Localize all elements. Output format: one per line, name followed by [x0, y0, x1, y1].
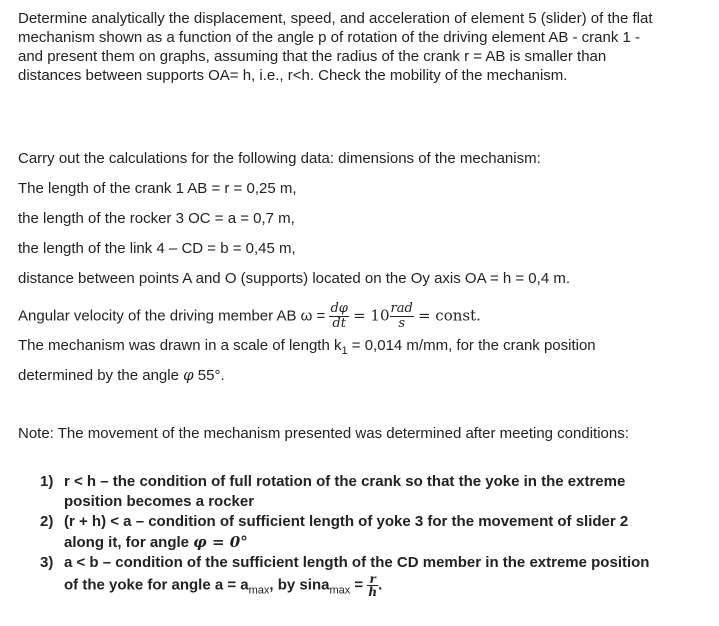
angle-value: 55°. [193, 367, 225, 384]
support-distance-line: distance between points A and O (supports) located on the Oy axis OA = h = 0,4 m. [18, 270, 570, 287]
link-length-line: the length of the link 4 – CD = b = 0,45 m, [18, 240, 296, 257]
max-subscript: max [248, 584, 270, 597]
intro-paragraph: Determine analytically the displacement, speed, and acceleration of element 5 (slider) of the flat mechanism shown as a function of the angle p of rotation of the driving element AB - crank 1 - and present them on graphs, assuming that the radius of the crank r = AB is smaller than distances between supports OA= h, i.e., r<h. Check the mobility of the mechanism. [18, 10, 653, 84]
list-item [40, 472, 660, 512]
angle-line [18, 366, 225, 384]
phi-zero-symbol: φ = 0° [193, 533, 248, 551]
item-text-mid: , by sina [269, 576, 330, 594]
angular-velocity-text: Angular velocity of the driving member AB ω = [18, 307, 326, 325]
unit-denominator: s [398, 316, 405, 331]
scale-subscript: 1 [341, 345, 348, 357]
angle-text: determined by the angle [18, 367, 184, 384]
conditions-list [40, 472, 660, 600]
max-subscript: max [329, 584, 351, 597]
const-label: = const. [417, 306, 481, 325]
fraction-denominator: dt [332, 316, 346, 331]
fraction-numerator: r [367, 573, 378, 586]
crank-length-line: The length of the crank 1 AB = r = 0,25 m, [18, 180, 297, 197]
r-over-h-fraction [367, 573, 378, 598]
item-text: a < b – condition of the sufficient length of the CD member in the extreme position of the yoke for angle a = a [64, 554, 650, 594]
fraction-denominator: h [368, 585, 378, 599]
rad-per-s-fraction [390, 302, 414, 331]
data-intro-line: Carry out the calculations for the following data: dimensions of the mechanism: [18, 150, 541, 167]
list-item [40, 553, 660, 600]
item-text: r < h – the condition of full rotation of the crank so that the yoke in the extreme position becomes a rocker [64, 473, 626, 510]
equals-value: = 10 [353, 306, 390, 325]
item-number: 2) [40, 513, 54, 530]
dphi-dt-fraction [329, 302, 348, 331]
item-number: 3) [40, 554, 54, 571]
rocker-length-line: the length of the rocker 3 OC = a = 0,7 m, [18, 210, 295, 227]
unit-numerator: rad [390, 301, 413, 316]
note-paragraph: Note: The movement of the mechanism presented was determined after meeting conditions: [18, 425, 629, 442]
angular-velocity-line [18, 302, 481, 331]
scale-line [18, 337, 596, 357]
fraction-numerator: dφ [330, 301, 348, 316]
phi-symbol: φ [183, 366, 194, 384]
item-text: (r + h) < a – condition of sufficient length of yoke 3 for the movement of slider 2 along it, for angle [64, 513, 629, 551]
list-item [40, 512, 660, 553]
scale-text: The mechanism was drawn in a scale of length k [18, 337, 342, 354]
period: . [378, 576, 383, 594]
scale-value: = 0,014 m/mm, for the crank position [347, 337, 596, 354]
equals-sign: = [350, 576, 368, 594]
item-number: 1) [40, 473, 54, 490]
